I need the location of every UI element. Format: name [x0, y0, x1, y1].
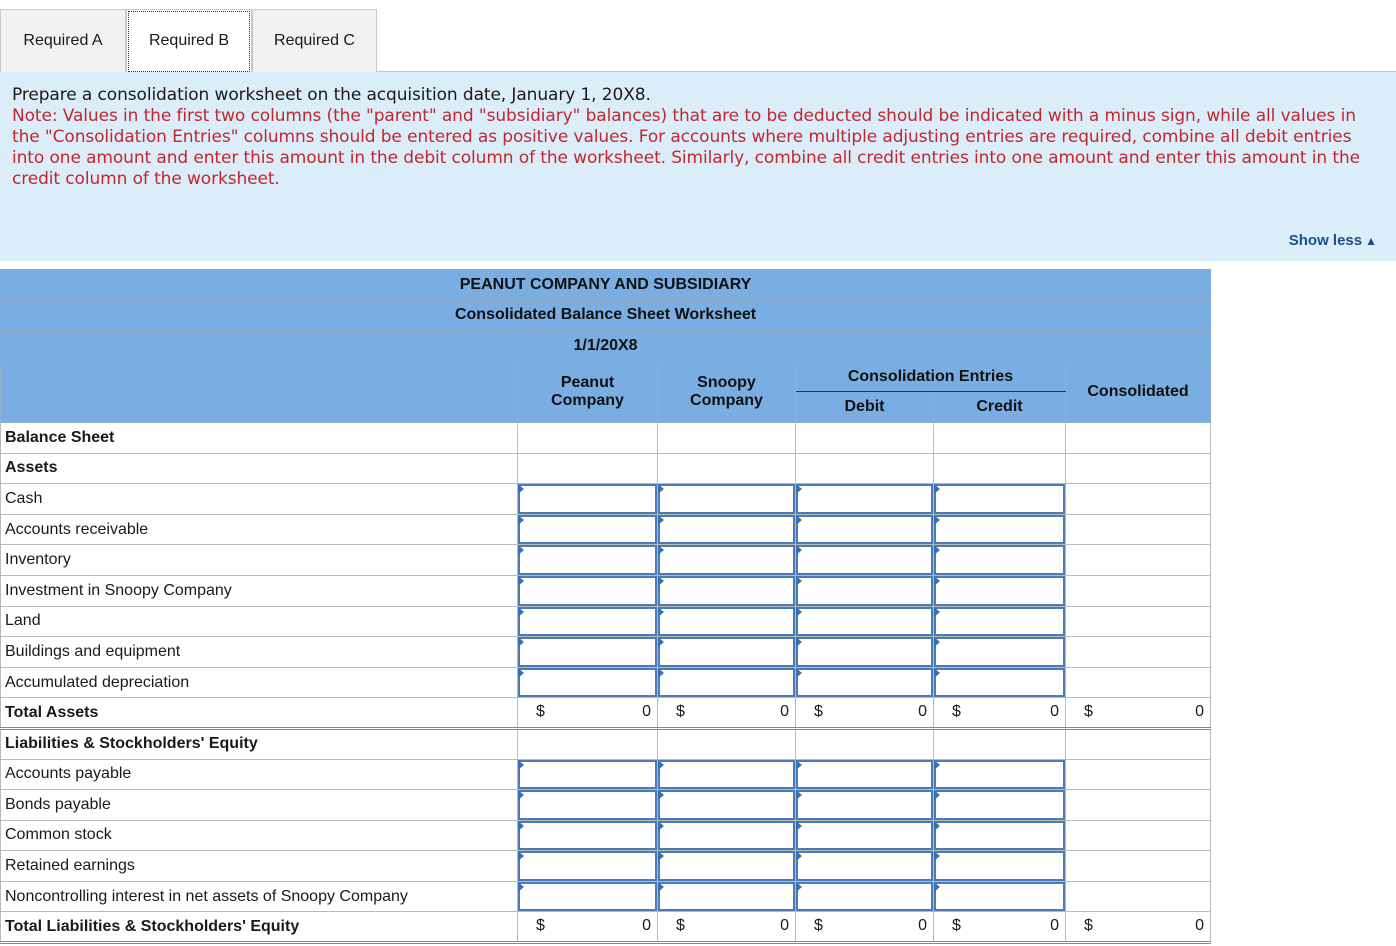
- consolidated-cell: [1066, 514, 1211, 545]
- instructions-panel: [0, 72, 1396, 261]
- account-label: Retained earnings: [1, 851, 518, 882]
- cell-marker-icon: [658, 821, 664, 831]
- snoopy-input[interactable]: [658, 790, 795, 820]
- credit-cell: [934, 545, 1066, 576]
- peanut-input[interactable]: [518, 821, 657, 851]
- col-peanut-company: Peanut Company: [518, 361, 658, 422]
- col-snoopy-company: Snoopy Company: [658, 361, 796, 422]
- peanut-cell: [518, 881, 658, 912]
- cell-marker-icon: [796, 515, 802, 525]
- peanut-input[interactable]: [518, 882, 657, 912]
- cell-marker-icon: [796, 637, 802, 647]
- cell-marker-icon: [796, 760, 802, 770]
- account-label: Accumulated depreciation: [1, 667, 518, 698]
- triangle-up-icon: ▲: [1365, 233, 1377, 248]
- snoopy-cell: [658, 667, 796, 698]
- peanut-input[interactable]: [518, 668, 657, 698]
- worksheet-title: Consolidated Balance Sheet Worksheet: [1, 300, 1211, 331]
- debit-cell: [796, 514, 934, 545]
- consolidated-cell: [1066, 606, 1211, 637]
- consolidated-cell: [1066, 790, 1211, 821]
- snoopy-cell: [658, 514, 796, 545]
- cell-marker-icon: [934, 790, 940, 800]
- debit-input[interactable]: [796, 637, 933, 667]
- cell-marker-icon: [658, 760, 664, 770]
- tab-label: Required A: [23, 32, 103, 49]
- consolidated-cell: [1066, 484, 1211, 515]
- tab-bar: [0, 0, 1396, 72]
- worksheet-date: 1/1/20X8: [1, 331, 1211, 362]
- account-label: Cash: [1, 484, 518, 515]
- peanut-cell: [518, 667, 658, 698]
- peanut-cell: [518, 545, 658, 576]
- cell-marker-icon: [658, 851, 664, 861]
- total-assets-debit: 0: [918, 703, 927, 721]
- credit-cell: [934, 606, 1066, 637]
- total-liabilities-peanut: 0: [642, 917, 651, 935]
- cell-marker-icon: [796, 484, 802, 494]
- cell-marker-icon: [658, 515, 664, 525]
- account-label: Common stock: [1, 820, 518, 851]
- snoopy-input[interactable]: [658, 607, 795, 637]
- consolidated-cell: [1066, 667, 1211, 698]
- cell-marker-icon: [796, 790, 802, 800]
- account-label: Investment in Snoopy Company: [1, 575, 518, 606]
- header-blank: [1, 361, 518, 422]
- instruction-text: Prepare a consolidation worksheet on the acquisition date, January 1, 20X8.: [12, 85, 651, 105]
- credit-input[interactable]: [934, 760, 1065, 790]
- debit-cell: [796, 851, 934, 882]
- debit-cell: [796, 881, 934, 912]
- debit-cell: [796, 759, 934, 790]
- cell-marker-icon: [518, 790, 524, 800]
- cell-marker-icon: [518, 607, 524, 617]
- peanut-input[interactable]: [518, 484, 657, 514]
- asset-rows: [1, 484, 1211, 698]
- debit-input[interactable]: [796, 515, 933, 545]
- credit-cell: [934, 575, 1066, 606]
- account-label: Noncontrolling interest in net assets of Snoopy Company: [1, 881, 518, 912]
- worksheet-row: [1, 667, 1211, 698]
- peanut-input[interactable]: [518, 545, 657, 575]
- total-liabilities-row: Total Liabilities & Stockholders' Equity $ 0 $ 0 $ 0 $ 0 $ 0: [1, 912, 1211, 943]
- debit-cell: [796, 820, 934, 851]
- credit-input[interactable]: [934, 515, 1065, 545]
- debit-input[interactable]: [796, 760, 933, 790]
- snoopy-input[interactable]: [658, 882, 795, 912]
- credit-input[interactable]: [934, 790, 1065, 820]
- show-less-link[interactable]: [1289, 232, 1377, 249]
- cell-marker-icon: [658, 545, 664, 555]
- cell-marker-icon: [934, 637, 940, 647]
- cell-marker-icon: [934, 484, 940, 494]
- instruction-note: Note: Values in the first two columns (the "parent" and "subsidiary" balances) that are to be deducted should be indicated with a minus sign, while all values in the "Consolidation Entries" columns should be entered as positive values. For accounts where multiple adjusting entries are required, combine all debit entries into one amount and enter this amount in the debit column of the worksheet. Similarly, combine all credit entries into one amount and enter this amount in the credit column of the worksheet.: [12, 106, 1360, 189]
- total-assets-row: Total Assets $ 0 $ 0 $ 0 $ 0 $ 0: [1, 698, 1211, 729]
- consolidated-cell: [1066, 881, 1211, 912]
- cell-marker-icon: [518, 515, 524, 525]
- cell-marker-icon: [518, 576, 524, 586]
- total-liabilities-debit: 0: [918, 917, 927, 935]
- show-less-label: Show less: [1288, 232, 1363, 249]
- cell-marker-icon: [796, 545, 802, 555]
- debit-cell: [796, 667, 934, 698]
- cell-marker-icon: [658, 882, 664, 892]
- snoopy-input[interactable]: [658, 851, 795, 881]
- cell-marker-icon: [518, 760, 524, 770]
- peanut-input[interactable]: [518, 515, 657, 545]
- peanut-input[interactable]: [518, 790, 657, 820]
- worksheet-row: [1, 484, 1211, 515]
- snoopy-cell: [658, 759, 796, 790]
- consolidated-cell: [1066, 851, 1211, 882]
- col-consolidation-entries: Consolidation Entries: [796, 361, 1066, 392]
- debit-cell: [796, 575, 934, 606]
- peanut-cell: [518, 575, 658, 606]
- snoopy-cell: [658, 790, 796, 821]
- worksheet-row: [1, 759, 1211, 790]
- credit-cell: [934, 484, 1066, 515]
- debit-input[interactable]: [796, 821, 933, 851]
- consolidated-cell: [1066, 575, 1211, 606]
- section-liabilities: Liabilities & Stockholders' Equity: [1, 728, 518, 759]
- snoopy-input[interactable]: [658, 545, 795, 575]
- cell-marker-icon: [934, 607, 940, 617]
- cell-marker-icon: [934, 515, 940, 525]
- cell-marker-icon: [518, 821, 524, 831]
- cell-marker-icon: [796, 851, 802, 861]
- worksheet-row: [1, 851, 1211, 882]
- section-balance-sheet: Balance Sheet: [1, 422, 518, 453]
- total-assets-credit: 0: [1050, 703, 1059, 721]
- snoopy-cell: [658, 575, 796, 606]
- cell-marker-icon: [934, 760, 940, 770]
- company-name: PEANUT COMPANY AND SUBSIDIARY: [1, 270, 1211, 301]
- snoopy-input[interactable]: [658, 821, 795, 851]
- peanut-cell: [518, 851, 658, 882]
- peanut-cell: [518, 790, 658, 821]
- debit-input[interactable]: [796, 790, 933, 820]
- peanut-input[interactable]: [518, 760, 657, 790]
- cell-marker-icon: [658, 790, 664, 800]
- total-assets-peanut: 0: [642, 703, 651, 721]
- credit-input[interactable]: [934, 882, 1065, 912]
- debit-cell: [796, 606, 934, 637]
- peanut-cell: [518, 637, 658, 668]
- debit-cell: [796, 545, 934, 576]
- snoopy-input[interactable]: [658, 515, 795, 545]
- consolidated-cell: [1066, 545, 1211, 576]
- cell-marker-icon: [518, 484, 524, 494]
- consolidated-cell: [1066, 820, 1211, 851]
- cell-marker-icon: [934, 668, 940, 678]
- cell-marker-icon: [658, 484, 664, 494]
- worksheet-row: [1, 606, 1211, 637]
- snoopy-cell: [658, 820, 796, 851]
- snoopy-cell: [658, 484, 796, 515]
- peanut-input[interactable]: [518, 607, 657, 637]
- col-consolidated: Consolidated: [1066, 361, 1211, 422]
- credit-input[interactable]: [934, 484, 1065, 514]
- debit-input[interactable]: [796, 607, 933, 637]
- credit-input[interactable]: [934, 851, 1065, 881]
- cell-marker-icon: [796, 668, 802, 678]
- total-liabilities-snoopy: 0: [780, 917, 789, 935]
- consolidation-worksheet: [0, 269, 1211, 944]
- peanut-input[interactable]: [518, 637, 657, 667]
- debit-cell: [796, 484, 934, 515]
- cell-marker-icon: [658, 607, 664, 617]
- credit-cell: [934, 851, 1066, 882]
- debit-input[interactable]: [796, 851, 933, 881]
- tab-required-b[interactable]: [126, 9, 252, 72]
- consolidated-cell: [1066, 759, 1211, 790]
- worksheet-row: [1, 637, 1211, 668]
- credit-cell: [934, 637, 1066, 668]
- tab-label: Required C: [274, 32, 355, 49]
- cell-marker-icon: [518, 637, 524, 647]
- focus-ring: [128, 11, 250, 72]
- account-label: Land: [1, 606, 518, 637]
- cell-marker-icon: [934, 821, 940, 831]
- cell-marker-icon: [518, 882, 524, 892]
- peanut-cell: [518, 484, 658, 515]
- snoopy-cell: [658, 881, 796, 912]
- cell-marker-icon: [796, 576, 802, 586]
- peanut-cell: [518, 759, 658, 790]
- col-debit: Debit: [796, 392, 934, 423]
- debit-cell: [796, 790, 934, 821]
- consolidated-cell: [1066, 637, 1211, 668]
- credit-input[interactable]: [934, 576, 1065, 606]
- total-liabilities-label: Total Liabilities & Stockholders' Equity: [1, 912, 518, 943]
- account-label: Accounts payable: [1, 759, 518, 790]
- section-assets: Assets: [1, 453, 518, 484]
- credit-cell: [934, 514, 1066, 545]
- total-liabilities-credit: 0: [1050, 917, 1059, 935]
- cell-marker-icon: [658, 637, 664, 647]
- total-liabilities-consolidated: 0: [1195, 917, 1205, 935]
- worksheet-row: [1, 820, 1211, 851]
- credit-cell: [934, 820, 1066, 851]
- credit-input[interactable]: [934, 607, 1065, 637]
- credit-input[interactable]: [934, 821, 1065, 851]
- cell-marker-icon: [934, 576, 940, 586]
- cell-marker-icon: [518, 545, 524, 555]
- peanut-cell: [518, 606, 658, 637]
- cell-marker-icon: [658, 576, 664, 586]
- peanut-cell: [518, 514, 658, 545]
- snoopy-input[interactable]: [658, 668, 795, 698]
- worksheet-row: [1, 881, 1211, 912]
- cell-marker-icon: [796, 607, 802, 617]
- liability-rows: [1, 759, 1211, 912]
- credit-cell: [934, 759, 1066, 790]
- cell-marker-icon: [796, 821, 802, 831]
- debit-input[interactable]: [796, 545, 933, 575]
- credit-cell: [934, 790, 1066, 821]
- account-label: Accounts receivable: [1, 514, 518, 545]
- debit-input[interactable]: [796, 668, 933, 698]
- cell-marker-icon: [796, 882, 802, 892]
- snoopy-input[interactable]: [658, 760, 795, 790]
- worksheet-row: [1, 575, 1211, 606]
- cell-marker-icon: [934, 851, 940, 861]
- cell-marker-icon: [518, 851, 524, 861]
- snoopy-input[interactable]: [658, 637, 795, 667]
- account-label: Buildings and equipment: [1, 637, 518, 668]
- peanut-cell: [518, 820, 658, 851]
- cell-marker-icon: [934, 545, 940, 555]
- total-assets-label: Total Assets: [1, 698, 518, 729]
- worksheet-row: [1, 545, 1211, 576]
- peanut-input[interactable]: [518, 576, 657, 606]
- debit-input[interactable]: [796, 576, 933, 606]
- total-assets-snoopy: 0: [780, 703, 789, 721]
- credit-cell: [934, 667, 1066, 698]
- snoopy-input[interactable]: [658, 576, 795, 606]
- tab-label: Required B: [148, 32, 230, 49]
- col-credit: Credit: [934, 392, 1066, 423]
- debit-cell: [796, 637, 934, 668]
- snoopy-input[interactable]: [658, 484, 795, 514]
- snoopy-cell: [658, 545, 796, 576]
- worksheet-row: [1, 514, 1211, 545]
- cell-marker-icon: [658, 668, 664, 678]
- cell-marker-icon: [518, 668, 524, 678]
- credit-input[interactable]: [934, 545, 1065, 575]
- peanut-input[interactable]: [518, 851, 657, 881]
- account-label: Inventory: [1, 545, 518, 576]
- debit-input[interactable]: [796, 484, 933, 514]
- snoopy-cell: [658, 637, 796, 668]
- cell-marker-icon: [934, 882, 940, 892]
- credit-input[interactable]: [934, 637, 1065, 667]
- worksheet-row: [1, 790, 1211, 821]
- snoopy-cell: [658, 851, 796, 882]
- credit-cell: [934, 881, 1066, 912]
- credit-input[interactable]: [934, 668, 1065, 698]
- account-label: Bonds payable: [1, 790, 518, 821]
- tab-required-a[interactable]: [0, 9, 126, 72]
- snoopy-cell: [658, 606, 796, 637]
- total-assets-consolidated: 0: [1195, 703, 1205, 721]
- tab-required-c[interactable]: [252, 9, 377, 72]
- debit-input[interactable]: [796, 882, 933, 912]
